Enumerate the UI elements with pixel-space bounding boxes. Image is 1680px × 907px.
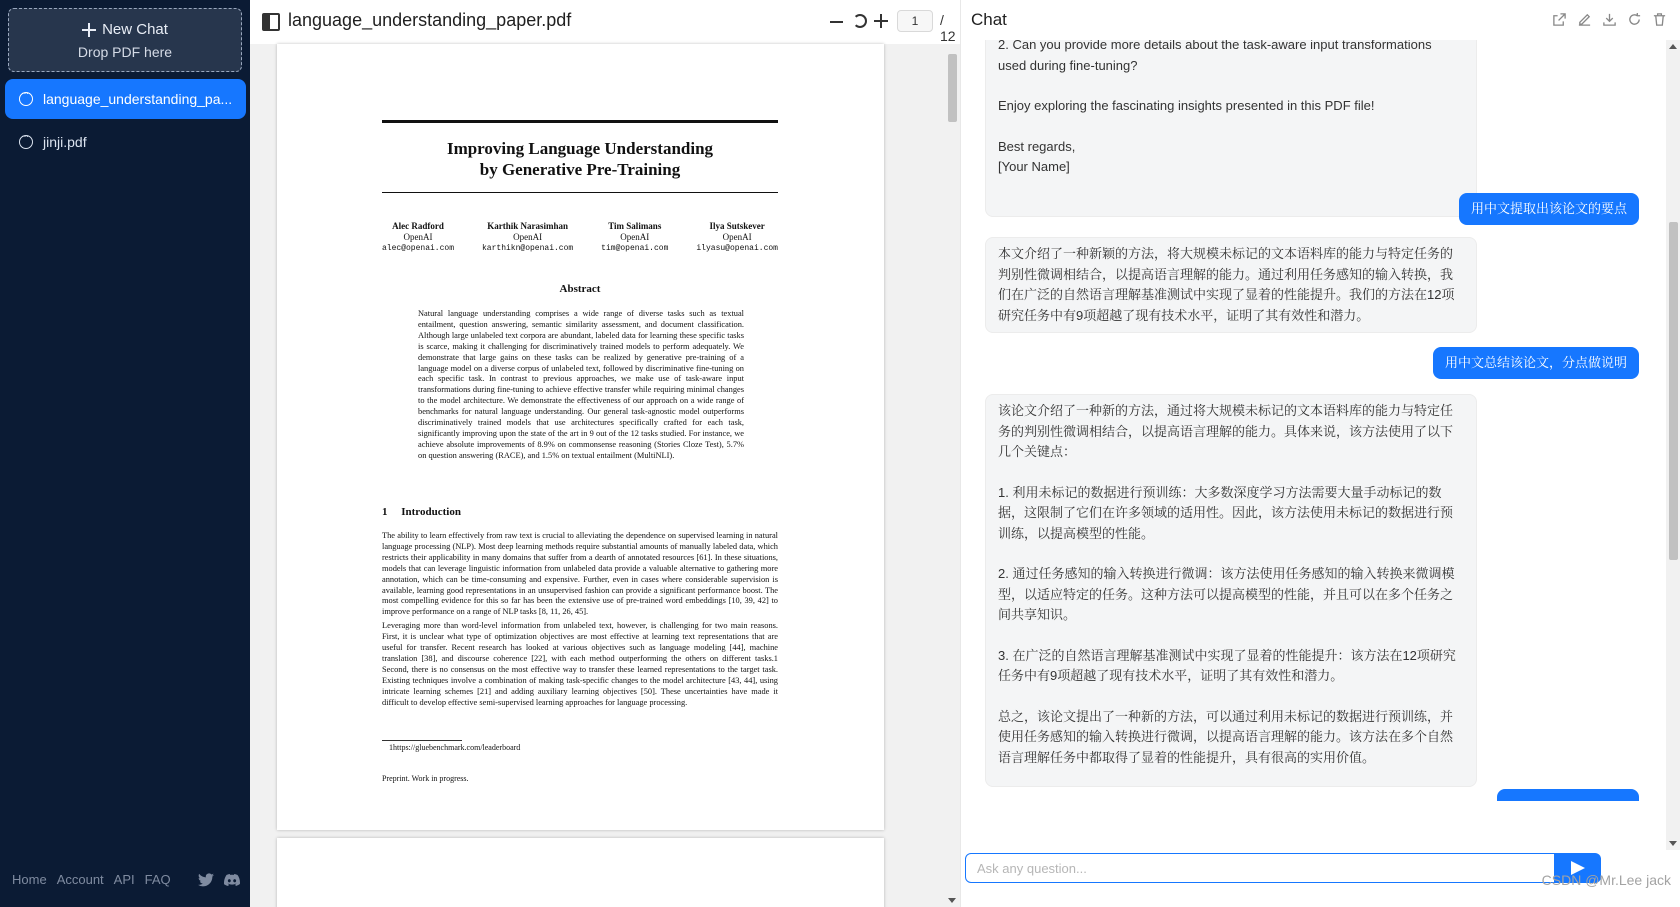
paper-title-line1: Improving Language Understanding <box>446 139 714 158</box>
message-line: Best regards, <box>998 138 1076 154</box>
share-icon[interactable] <box>1552 12 1567 27</box>
author-org: OpenAI <box>620 232 650 242</box>
author <box>382 221 454 254</box>
scroll-down-icon[interactable] <box>948 898 956 903</box>
assistant-message <box>985 40 1477 217</box>
sidebar-item-label: jinji.pdf <box>43 134 87 150</box>
preprint-note: Preprint. Work in progress. <box>382 774 469 783</box>
reset-zoom-icon[interactable] <box>853 14 867 28</box>
chat-scrollbar[interactable] <box>1666 40 1680 850</box>
paper-title-line2: by Generative Pre-Training <box>479 160 681 179</box>
sidebar <box>0 0 250 907</box>
pdf-viewer <box>250 0 960 907</box>
sidebar-footer <box>12 872 240 887</box>
author-email: karthikn@openai.com <box>481 244 574 253</box>
author <box>482 221 573 254</box>
message-line: [Your Name] <box>998 159 1070 174</box>
message-text: 该论文介绍了一种新的方法，通过将大规模未标记的文本语料库的能力与特定任务的判别性微调相结合，以提高语言理解的能力。具体来说，该方法使用了以下几个关键点： <box>998 403 1454 459</box>
message-line: 2. Can you provide more details about the task-aware input transformations <box>998 40 1432 52</box>
author-org: OpenAI <box>403 232 433 242</box>
section-title: Introduction <box>401 506 461 518</box>
paper-title <box>382 138 778 180</box>
page-number-input[interactable] <box>897 10 933 32</box>
footer-link-api[interactable]: API <box>113 872 135 887</box>
edit-icon[interactable] <box>1577 12 1592 27</box>
title-rule-bottom <box>382 192 778 193</box>
footer-link-faq[interactable]: FAQ <box>144 872 171 887</box>
author-org: OpenAI <box>513 232 543 242</box>
user-message: 用中文总结该论文，分点做说明 <box>1433 347 1639 379</box>
message-text: 本文介绍了一种新颖的方法，将大规模未标记的文本语料库的能力与特定任务的判别性微调相结合，以提高语言理解的能力。通过利用任务感知的输入转换，我们在广泛的自然语言理解基准测试中实现了显着的性能提升。我们的方法在12项研究任务中有9项超越了现有技术水平，证明了其有效性和潜力。 <box>998 246 1455 323</box>
message-text: 3. 在广泛的自然语言理解基准测试中实现了显着的性能提升：该方法在12项研究任务中有9项超越了现有技术水平，证明了其有效性和潜力。 <box>998 647 1456 683</box>
assistant-message <box>985 394 1477 787</box>
author-name: Karthik Narasimhan <box>487 221 568 231</box>
abstract-heading: Abstract <box>559 283 601 295</box>
new-chat-label: New Chat <box>102 21 168 38</box>
user-message: 用中文提取出该论文的要点 <box>1459 193 1639 225</box>
author <box>696 221 778 254</box>
chat-bubble-icon <box>19 92 33 106</box>
author <box>601 221 668 254</box>
footer-link-account[interactable]: Account <box>56 872 104 887</box>
message-text: 2. 通过任务感知的输入转换进行微调：该方法使用任务感知的输入转换来微调模型，以适应特定的任务。这种方法可以提高模型的性能，并且可以在多个任务之间共享知识。 <box>998 566 1455 622</box>
authors <box>382 221 778 254</box>
zoom-in-icon[interactable] <box>874 14 888 28</box>
footnote: 1https://gluebenchmark.com/leaderboard <box>389 743 521 752</box>
question-input[interactable] <box>965 853 1555 883</box>
pdf-page <box>277 44 884 830</box>
section-number: 1 <box>382 506 388 518</box>
sidebar-item-language-understanding[interactable] <box>5 79 246 119</box>
section-heading <box>382 506 461 518</box>
twitter-icon[interactable] <box>198 873 214 887</box>
author-email: tim@openai.com <box>601 244 669 253</box>
chat-header <box>961 0 1680 40</box>
message-line: Enjoy exploring the fascinating insights presented in this PDF file! <box>998 98 1375 113</box>
message-list <box>961 40 1666 844</box>
zoom-out-icon[interactable] <box>830 21 843 23</box>
discord-icon[interactable] <box>224 873 240 887</box>
chat-panel <box>960 0 1680 907</box>
scroll-up-icon[interactable] <box>1669 44 1677 49</box>
download-icon[interactable] <box>1602 12 1617 27</box>
title-rule-top <box>382 120 778 123</box>
new-chat-button[interactable] <box>8 8 242 72</box>
page-total: / 12 <box>940 12 956 44</box>
abstract-text: Natural language understanding comprises a wide range of diverse tasks such as textual entailment, question answering, semantic similarity assessment, and document classification. Although large unlabeled text corpora are abundant, labeled data for learning these specific tasks is scarce, making it challenging for discriminatively trained models to perform adequately. We demonstrate that large gains on these tasks can be realized by generative pre-training of a language model on a diverse corpus of unlabeled text, followed by discriminative fine-tuning on each specific task. In contrast to previous approaches, we make use of task-aware input transformations during fine-tuning to achieve effective transfer while requiring minimal changes to the model architecture. We demonstrate the effectiveness of our approach on a wide range of benchmarks for natural language understanding. Our general task-agnostic model outperforms discriminatively trained models that use architectures specifically crafted for each task, significantly improving upon the state of the art in 9 out of the 12 tasks studied. For instance, we achieve absolute improvements of 8.9% on commonsense reasoning (Stories Cloze Test), 5.7% on question answering (RACE), and 1.5% on textual entailment (MultiNLI). <box>418 309 744 460</box>
pdf-page-next <box>277 838 884 907</box>
chat-title: Chat <box>971 10 1007 29</box>
footer-link-home[interactable]: Home <box>12 872 47 887</box>
author-org: OpenAI <box>722 232 752 242</box>
message-text: 1. 利用未标记的数据进行预训练：大多数深度学习方法需要大量手动标记的数据，这限制了它们在许多领域的适用性。因此，该方法使用未标记的数据进行预训练，以提高模型的性能。 <box>998 484 1454 541</box>
pdf-filename: language_understanding_paper.pdf <box>288 10 572 30</box>
author-email: ilyasu@openai.com <box>696 244 778 253</box>
sidebar-item-jinji[interactable] <box>5 122 246 162</box>
drop-pdf-label: Drop PDF here <box>77 44 173 60</box>
footnote-rule <box>382 740 462 741</box>
watermark: CSDN @Mr.Lee jack <box>1541 872 1671 888</box>
delete-icon[interactable] <box>1652 12 1667 27</box>
introduction-text <box>382 531 778 709</box>
refresh-icon[interactable] <box>1627 12 1642 27</box>
intro-paragraph-2: Leveraging more than word-level information from unlabeled text, however, is challenging for two main reasons. First, it is unclear what type of optimization objectives are most effective at learning text representations that are useful for transfer. Recent research has looked at various objectives such as language modeling [44], machine translation [38], and discourse coherence [22], with each method outperforming the others on different tasks.1 Second, there is no consensus on the most effective way to transfer these learned representations to the target task. Existing techniques involve a combination of making task-specific changes to the model architecture [43, 44], using intricate learning schemes [21] and adding auxiliary learning objectives [50]. These uncertainties have made it difficult to develop effective semi-supervised learning approaches for language processing. <box>382 621 778 707</box>
pdf-toolbar <box>250 0 960 44</box>
assistant-message <box>985 237 1477 333</box>
pdf-scrollbar[interactable] <box>945 46 960 907</box>
pdf-scroll-thumb[interactable] <box>948 54 957 122</box>
sidebar-item-label: language_understanding_pa... <box>43 91 233 107</box>
author-name: Alec Radford <box>392 221 444 231</box>
intro-paragraph-1: The ability to learn effectively from raw text is crucial to alleviating the dependence on supervised learning in natural language processing (NLP). Most deep learning methods require substantial amounts of manually labeled data, which restricts their applicability in many domains that suffer from a dearth of annotated resources [61]. In these situations, models that can leverage linguistic information from unlabeled data provide a valuable alternative to gathering more annotation, which can be time-consuming and expensive. Further, even in cases where considerable supervision is available, learning good representations in an unsupervised fashion can provide a significant performance boost. The most compelling evidence for this so far has been the extensive use of pre-trained word embeddings [10, 39, 42] to improve performance on a range of NLP tasks [8, 11, 26, 45]. <box>382 531 778 617</box>
chat-bubble-icon <box>19 135 33 149</box>
author-email: alec@openai.com <box>382 244 455 253</box>
sidebar-toggle-icon[interactable] <box>262 13 280 31</box>
message-text: 总之，该论文提出了一种新的方法，可以通过利用未标记的数据进行预训练，并使用任务感知的输入转换进行微调，以提高语言理解的能力。该方法在多个自然语言理解任务中都取得了显着的性能提升，具有很高的实用价值。 <box>998 708 1454 765</box>
plus-icon <box>82 23 96 37</box>
scroll-down-icon[interactable] <box>1669 841 1677 846</box>
user-message-partial <box>1497 789 1639 801</box>
message-line: used during fine-tuning? <box>998 57 1138 73</box>
author-name: Ilya Sutskever <box>709 221 765 231</box>
chat-scroll-thumb[interactable] <box>1669 222 1678 560</box>
chat-toolbar <box>1552 12 1667 27</box>
author-name: Tim Salimans <box>608 221 662 231</box>
chat-composer <box>961 850 1680 907</box>
